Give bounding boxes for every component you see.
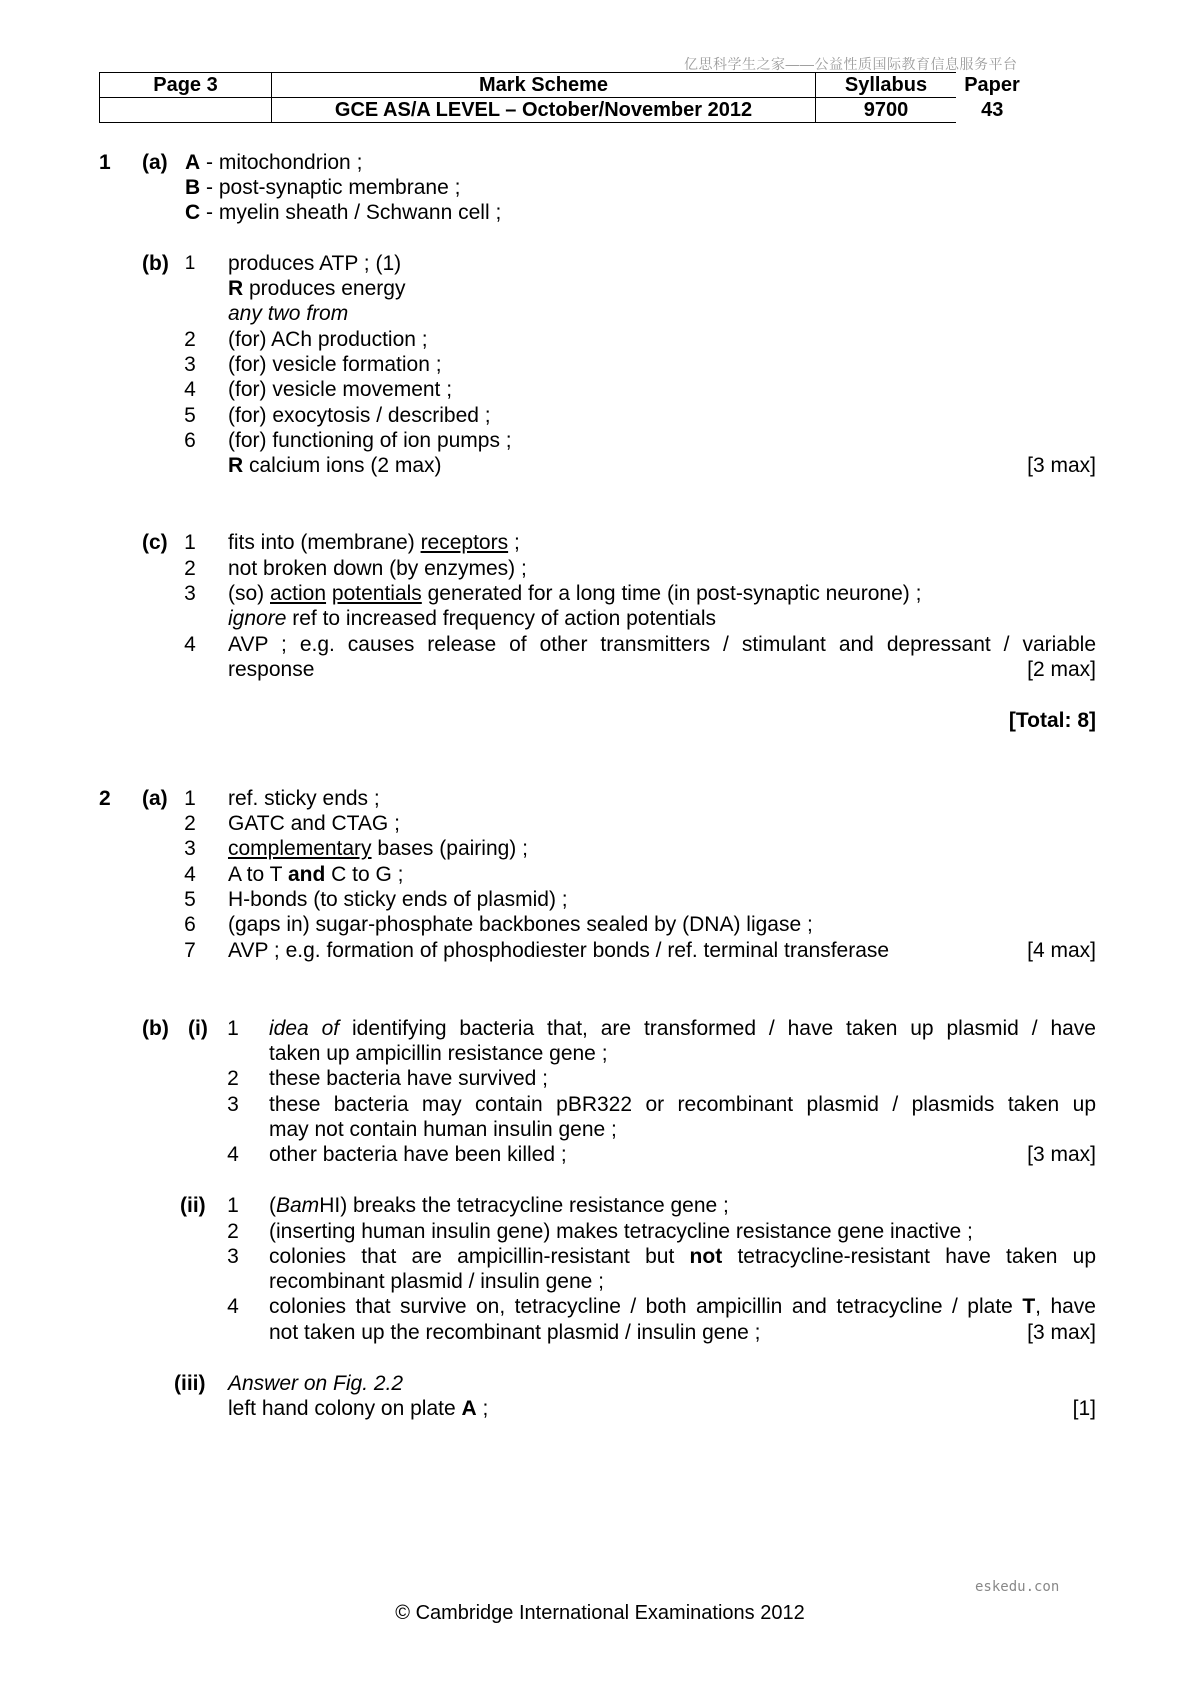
q1c-point-3-number: 3 xyxy=(184,582,196,605)
q2bii-point-3-line-2: recombinant plasmid / insulin gene ; xyxy=(269,1270,605,1293)
q1-total: [Total: 8] xyxy=(1008,709,1096,732)
question-number-2: 2 xyxy=(99,787,111,810)
q2bi-point-1-number: 1 xyxy=(227,1017,239,1040)
q1a-key-a: A xyxy=(185,151,201,174)
q1a-text-b: - post-synaptic membrane ; xyxy=(200,176,461,199)
q1a-line-a xyxy=(185,150,362,176)
reject-text: calcium ions (2 max) xyxy=(243,454,442,477)
q2a-point-2-number: 2 xyxy=(184,812,196,835)
exam-title: GCE AS/A LEVEL – October/November 2012 xyxy=(272,98,816,123)
q1b-marks: [3 max] xyxy=(1027,454,1096,477)
text: generated for a long time (in post-synaptic neurone) ; xyxy=(421,582,922,605)
q1b-point-5-number: 5 xyxy=(184,404,196,427)
text: HI) breaks the tetracycline resistance gene ; xyxy=(319,1194,729,1217)
q1b-point-6-number: 6 xyxy=(184,429,196,452)
text: tetracycline-resistant have taken up xyxy=(722,1245,1096,1268)
q2a-point-1: ref. sticky ends ; xyxy=(228,787,380,810)
q2b-sub-iii-label: (iii) xyxy=(174,1372,206,1395)
q1b-point-2: (for) ACh production ; xyxy=(228,328,428,351)
q2a-point-1-number: 1 xyxy=(184,787,196,810)
watermark-bottom: eskedu.con xyxy=(975,1579,1060,1595)
copyright-footer: © Cambridge International Examinations 2012 xyxy=(395,1602,805,1624)
q1b-point-6: (for) functioning of ion pumps ; xyxy=(228,429,512,452)
text: ; xyxy=(508,531,520,554)
bold-term: A xyxy=(461,1397,477,1420)
question-number-1: 1 xyxy=(99,151,111,174)
underlined-term: receptors xyxy=(420,531,509,554)
syllabus-label: Syllabus xyxy=(816,73,957,98)
q1c-marks: [2 max] xyxy=(1027,658,1096,681)
text: fits into (membrane) xyxy=(228,531,421,554)
q1b-point-1-number: 1 xyxy=(184,253,196,274)
q2a-point-6-number: 6 xyxy=(184,913,196,936)
q2a-point-4 xyxy=(228,862,403,888)
reject-key: R xyxy=(228,454,244,477)
q1b-point-4: (for) vesicle movement ; xyxy=(228,378,453,401)
q2bi-point-3-line-2: may not contain human insulin gene ; xyxy=(269,1118,617,1141)
q2bii-point-3-number: 3 xyxy=(227,1245,239,1268)
q2a-point-7-number: 7 xyxy=(184,939,196,962)
q1a-line-b xyxy=(185,175,460,201)
text: left hand colony on plate xyxy=(228,1397,462,1420)
text: A to T xyxy=(228,863,288,886)
q2bii-point-4-line-2: not taken up the recombinant plasmid / insulin gene ; xyxy=(269,1321,761,1344)
underlined-term: potentials xyxy=(331,582,422,605)
q2bii-point-3-line-1 xyxy=(269,1244,1096,1270)
q1c-point-1 xyxy=(228,530,520,556)
q1b-any-two: any two from xyxy=(228,302,349,325)
q2biii-marks: [1] xyxy=(1072,1397,1096,1420)
q2bii-point-1 xyxy=(269,1193,729,1219)
q2bi-point-3-line-1: these bacteria may contain pBR322 or recombinant plasmid / plasmids taken up xyxy=(269,1093,1096,1116)
q1b-point-3-number: 3 xyxy=(184,353,196,376)
q1c-point-2: not broken down (by enzymes) ; xyxy=(228,557,527,580)
q1b-point-3: (for) vesicle formation ; xyxy=(228,353,442,376)
text: bases (pairing) ; xyxy=(371,837,528,860)
q2-part-b-label: (b) xyxy=(142,1017,169,1040)
text: ; xyxy=(476,1397,489,1420)
q2-part-a-label: (a) xyxy=(142,787,168,810)
q1b-point-1: produces ATP ; (1) xyxy=(228,252,402,275)
q2biii-line xyxy=(228,1396,488,1422)
text: colonies that survive on, tetracycline / both ampicillin and tetracycline / plate xyxy=(269,1295,1023,1318)
mark-scheme-label: Mark Scheme xyxy=(272,73,816,98)
q1a-line-c xyxy=(185,200,501,226)
q2bi-point-2: these bacteria have survived ; xyxy=(269,1067,548,1090)
underlined-term: action xyxy=(270,582,327,605)
page-label-empty xyxy=(100,98,272,123)
q1c-point-4-line-1: AVP ; e.g. causes release of other transmitters / stimulant and depressant / variable xyxy=(228,633,1096,656)
q2bi-point-3-number: 3 xyxy=(227,1093,239,1116)
q2biii-answer-on: Answer on Fig. 2.2 xyxy=(228,1372,404,1395)
q2a-point-6: (gaps in) sugar-phosphate backbones sealed by (DNA) ligase ; xyxy=(228,913,813,936)
q2bi-point-2-number: 2 xyxy=(227,1067,239,1090)
q1a-key-c: C xyxy=(185,201,201,224)
bold-term: and xyxy=(287,863,326,886)
paper-number: 43 xyxy=(981,99,1004,121)
underlined-term: complementary xyxy=(228,837,372,860)
q2a-point-4-number: 4 xyxy=(184,863,196,886)
q2a-marks: [4 max] xyxy=(1027,939,1096,962)
q1c-point-2-number: 2 xyxy=(184,557,196,580)
text: ref to increased frequency of action potentials xyxy=(286,607,716,630)
page-label: Page 3 xyxy=(100,73,272,98)
reject-key: R xyxy=(228,277,244,300)
q1-part-a-label: (a) xyxy=(142,151,168,174)
paper-label: Paper xyxy=(964,74,1020,96)
q1a-text-c: - myelin sheath / Schwann cell ; xyxy=(200,201,502,224)
q1c-point-4-line-2: response xyxy=(228,658,315,681)
q2b-sub-i-label: (i) xyxy=(188,1017,208,1040)
q2bii-marks: [3 max] xyxy=(1027,1321,1096,1344)
q2a-point-2: GATC and CTAG ; xyxy=(228,812,400,835)
text: , have xyxy=(1035,1295,1096,1318)
q1-part-b-label: (b) xyxy=(142,252,169,275)
watermark-top: 亿思科学生之家——公益性质国际教育信息服务平台 xyxy=(684,56,1018,72)
q2bi-point-1-line-2: taken up ampicillin resistance gene ; xyxy=(269,1042,608,1065)
italic-term: ignore xyxy=(228,607,287,630)
q1b-point-5: (for) exocytosis / described ; xyxy=(228,404,491,427)
italic-term: idea of xyxy=(269,1017,340,1040)
text: ( xyxy=(269,1194,276,1217)
q2bi-point-1-line-1 xyxy=(269,1016,1096,1042)
q2a-point-7: AVP ; e.g. formation of phosphodiester bonds / ref. terminal transferase xyxy=(228,939,890,962)
q1c-ignore-note xyxy=(228,606,716,632)
q2bii-point-2-number: 2 xyxy=(227,1220,239,1243)
q2bi-point-4-number: 4 xyxy=(227,1143,239,1166)
q2a-point-5: H-bonds (to sticky ends of plasmid) ; xyxy=(228,888,568,911)
q1a-key-b: B xyxy=(185,176,201,199)
q1-part-c-label: (c) xyxy=(142,531,168,554)
q1b-point-4-number: 4 xyxy=(184,378,196,401)
q2bii-point-2: (inserting human insulin gene) makes tetracycline resistance gene inactive ; xyxy=(269,1220,973,1243)
text: identifying bacteria that, are transformed / have taken up plasmid / have xyxy=(339,1017,1096,1040)
q2a-point-5-number: 5 xyxy=(184,888,196,911)
italic-term: Bam xyxy=(276,1194,320,1217)
syllabus-code: 9700 xyxy=(816,98,957,123)
bold-term: T xyxy=(1022,1295,1036,1318)
text: colonies that are ampicillin-resistant but xyxy=(269,1245,690,1268)
reject-text: produces energy xyxy=(243,277,406,300)
header-table xyxy=(99,72,1029,123)
q2bi-marks: [3 max] xyxy=(1027,1143,1096,1166)
q2a-point-3 xyxy=(228,836,528,862)
text: C to G ; xyxy=(325,863,404,886)
q2b-sub-ii-label: (ii) xyxy=(180,1194,206,1217)
q1b-reject-1 xyxy=(228,276,405,302)
q1c-point-3 xyxy=(228,581,921,607)
q1c-point-4-number: 4 xyxy=(184,633,196,656)
bold-term: not xyxy=(689,1245,723,1268)
q2a-point-3-number: 3 xyxy=(184,837,196,860)
q2bii-point-4-line-1 xyxy=(269,1294,1096,1320)
text: (so) xyxy=(228,582,270,605)
q1c-point-1-number: 1 xyxy=(184,531,196,554)
q1b-point-2-number: 2 xyxy=(184,328,196,351)
q1b-reject-2 xyxy=(228,453,442,479)
q1a-text-a: - mitochondrion ; xyxy=(200,151,363,174)
q2bii-point-4-number: 4 xyxy=(227,1295,239,1318)
q2bii-point-1-number: 1 xyxy=(227,1194,239,1217)
q2bi-point-4: other bacteria have been killed ; xyxy=(269,1143,567,1166)
